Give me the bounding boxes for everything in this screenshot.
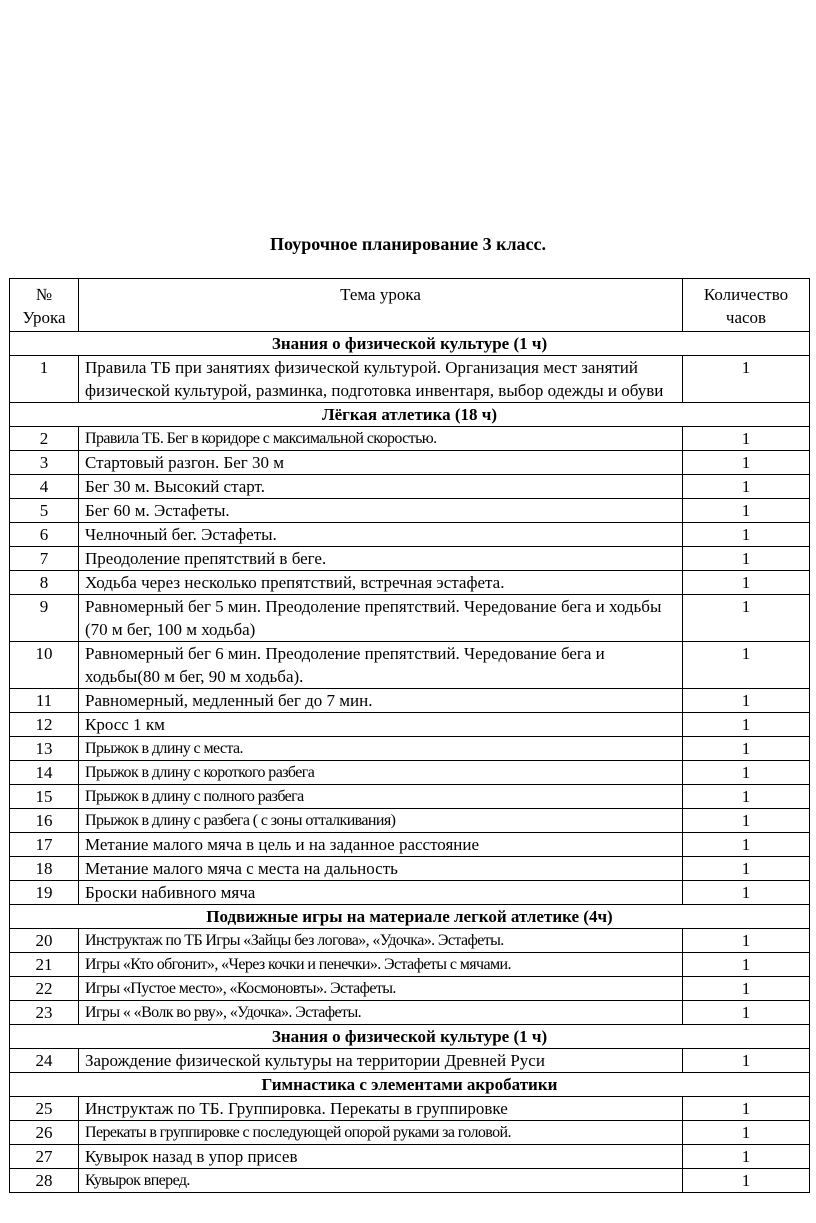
lesson-number-cell: 16 bbox=[10, 809, 79, 833]
header-number-line1: № bbox=[35, 285, 53, 304]
header-number-line2: Урока bbox=[22, 308, 66, 327]
lesson-hours-cell: 1 bbox=[683, 356, 810, 403]
table-row bbox=[10, 499, 810, 523]
lesson-number-cell: 3 bbox=[10, 451, 79, 475]
lesson-number-cell: 22 bbox=[10, 977, 79, 1001]
lesson-number-cell: 7 bbox=[10, 547, 79, 571]
lesson-number-cell: 8 bbox=[10, 571, 79, 595]
lesson-hours-cell: 1 bbox=[683, 833, 810, 857]
table-row bbox=[10, 1049, 810, 1073]
table-row bbox=[10, 761, 810, 785]
lesson-topic-cell: Равномерный бег 5 мин. Преодоление препятствий. Чередование бега и ходьбы (70 м бег, 100 м ходьба) bbox=[79, 595, 683, 642]
header-hours-line1: Количество bbox=[703, 285, 789, 304]
lesson-hours-cell: 1 bbox=[683, 642, 810, 689]
lesson-hours-cell: 1 bbox=[683, 571, 810, 595]
lesson-number-cell: 25 bbox=[10, 1097, 79, 1121]
lesson-hours-cell: 1 bbox=[683, 929, 810, 953]
table-row bbox=[10, 785, 810, 809]
lesson-number-cell: 10 bbox=[10, 642, 79, 689]
table-row bbox=[10, 977, 810, 1001]
lesson-topic-cell: Кувырок вперед. bbox=[79, 1169, 683, 1193]
section-row bbox=[10, 905, 810, 929]
lesson-number-cell: 9 bbox=[10, 595, 79, 642]
table-row bbox=[10, 1145, 810, 1169]
lesson-hours-cell: 1 bbox=[683, 785, 810, 809]
table-row bbox=[10, 1001, 810, 1025]
table-row bbox=[10, 523, 810, 547]
lesson-topic-cell: Стартовый разгон. Бег 30 м bbox=[79, 451, 683, 475]
lesson-topic-cell: Инструктаж по ТБ. Группировка. Перекаты в группировке bbox=[79, 1097, 683, 1121]
table-row bbox=[10, 857, 810, 881]
lesson-hours-cell: 1 bbox=[683, 1145, 810, 1169]
section-title: Лёгкая атлетика (18 ч) bbox=[10, 403, 810, 427]
lesson-hours-cell: 1 bbox=[683, 881, 810, 905]
lesson-plan-table bbox=[9, 278, 810, 1193]
lesson-topic-cell: Прыжок в длину с короткого разбега bbox=[79, 761, 683, 785]
table-row bbox=[10, 881, 810, 905]
lesson-topic-cell: Ходьба через несколько препятствий, встречная эстафета. bbox=[79, 571, 683, 595]
lesson-topic-cell: Игры «Пустое место», «Космоновты». Эстафеты. bbox=[79, 977, 683, 1001]
lesson-hours-cell: 1 bbox=[683, 1001, 810, 1025]
table-row bbox=[10, 595, 810, 642]
lesson-topic-cell: Бег 60 м. Эстафеты. bbox=[79, 499, 683, 523]
lesson-hours-cell: 1 bbox=[683, 595, 810, 642]
lesson-topic-cell: Правила ТБ при занятиях физической культурой. Организация мест занятий физической культурой, разминка, подготовка инвентаря, выбор одежды и обуви bbox=[79, 356, 683, 403]
lesson-hours-cell: 1 bbox=[683, 689, 810, 713]
lesson-topic-cell: Игры « «Волк во рву», «Удочка». Эстафеты. bbox=[79, 1001, 683, 1025]
section-row bbox=[10, 1073, 810, 1097]
table-row bbox=[10, 1097, 810, 1121]
lesson-hours-cell: 1 bbox=[683, 451, 810, 475]
table-row bbox=[10, 571, 810, 595]
table-row bbox=[10, 475, 810, 499]
lesson-hours-cell: 1 bbox=[683, 523, 810, 547]
lesson-hours-cell: 1 bbox=[683, 427, 810, 451]
lesson-number-cell: 18 bbox=[10, 857, 79, 881]
lesson-hours-cell: 1 bbox=[683, 737, 810, 761]
lesson-number-cell: 6 bbox=[10, 523, 79, 547]
table-header-row bbox=[10, 279, 810, 332]
lesson-number-cell: 21 bbox=[10, 953, 79, 977]
table-row bbox=[10, 1169, 810, 1193]
table-row bbox=[10, 689, 810, 713]
lesson-topic-cell: Правила ТБ. Бег в коридоре с максимальной скоростью. bbox=[79, 427, 683, 451]
lesson-number-cell: 17 bbox=[10, 833, 79, 857]
lesson-hours-cell: 1 bbox=[683, 475, 810, 499]
lesson-topic-cell: Равномерный, медленный бег до 7 мин. bbox=[79, 689, 683, 713]
header-hours-cell bbox=[683, 279, 810, 332]
section-row bbox=[10, 332, 810, 356]
section-row bbox=[10, 403, 810, 427]
section-row bbox=[10, 1025, 810, 1049]
lesson-hours-cell: 1 bbox=[683, 1121, 810, 1145]
lesson-topic-cell: Прыжок в длину с места. bbox=[79, 737, 683, 761]
lesson-hours-cell: 1 bbox=[683, 857, 810, 881]
table-row bbox=[10, 713, 810, 737]
lesson-topic-cell: Бег 30 м. Высокий старт. bbox=[79, 475, 683, 499]
lesson-number-cell: 15 bbox=[10, 785, 79, 809]
lesson-number-cell: 4 bbox=[10, 475, 79, 499]
lesson-topic-cell: Прыжок в длину с полного разбега bbox=[79, 785, 683, 809]
lesson-topic-cell: Преодоление препятствий в беге. bbox=[79, 547, 683, 571]
table-row bbox=[10, 547, 810, 571]
page-title: Поурочное планирование 3 класс. bbox=[269, 234, 547, 254]
lesson-number-cell: 1 bbox=[10, 356, 79, 403]
lesson-number-cell: 2 bbox=[10, 427, 79, 451]
header-hours-line2: часов bbox=[725, 308, 767, 327]
table-row bbox=[10, 451, 810, 475]
table-row bbox=[10, 642, 810, 689]
lesson-number-cell: 24 bbox=[10, 1049, 79, 1073]
lesson-hours-cell: 1 bbox=[683, 953, 810, 977]
lesson-hours-cell: 1 bbox=[683, 761, 810, 785]
section-title: Знания о физической культуре (1 ч) bbox=[10, 332, 810, 356]
lesson-topic-cell: Зарождение физической культуры на территории Древней Руси bbox=[79, 1049, 683, 1073]
lesson-number-cell: 14 bbox=[10, 761, 79, 785]
lesson-topic-cell: Перекаты в группировке с последующей опорой руками за головой. bbox=[79, 1121, 683, 1145]
lesson-number-cell: 23 bbox=[10, 1001, 79, 1025]
lesson-number-cell: 20 bbox=[10, 929, 79, 953]
lesson-hours-cell: 1 bbox=[683, 1169, 810, 1193]
lesson-number-cell: 5 bbox=[10, 499, 79, 523]
header-number-cell bbox=[10, 279, 79, 332]
lesson-number-cell: 27 bbox=[10, 1145, 79, 1169]
table-row bbox=[10, 833, 810, 857]
lesson-number-cell: 11 bbox=[10, 689, 79, 713]
lesson-number-cell: 12 bbox=[10, 713, 79, 737]
table-row bbox=[10, 427, 810, 451]
section-title: Гимнастика с элементами акробатики bbox=[10, 1073, 810, 1097]
lesson-hours-cell: 1 bbox=[683, 977, 810, 1001]
table-row bbox=[10, 953, 810, 977]
table-row bbox=[10, 1121, 810, 1145]
table-row bbox=[10, 809, 810, 833]
lesson-number-cell: 26 bbox=[10, 1121, 79, 1145]
lesson-topic-cell: Броски набивного мяча bbox=[79, 881, 683, 905]
lesson-number-cell: 13 bbox=[10, 737, 79, 761]
section-title: Подвижные игры на материале легкой атлетике (4ч) bbox=[10, 905, 810, 929]
lesson-topic-cell: Кросс 1 км bbox=[79, 713, 683, 737]
section-title: Знания о физической культуре (1 ч) bbox=[10, 1025, 810, 1049]
lesson-hours-cell: 1 bbox=[683, 809, 810, 833]
lesson-topic-cell: Кувырок назад в упор присев bbox=[79, 1145, 683, 1169]
lesson-number-cell: 19 bbox=[10, 881, 79, 905]
lesson-topic-cell: Метание малого мяча в цель и на заданное расстояние bbox=[79, 833, 683, 857]
lesson-hours-cell: 1 bbox=[683, 499, 810, 523]
lesson-topic-cell: Челночный бег. Эстафеты. bbox=[79, 523, 683, 547]
lesson-topic-cell: Прыжок в длину с разбега ( с зоны отталкивания) bbox=[79, 809, 683, 833]
lesson-topic-cell: Игры «Кто обгонит», «Через кочки и пенечки». Эстафеты с мячами. bbox=[79, 953, 683, 977]
table-row bbox=[10, 356, 810, 403]
lesson-hours-cell: 1 bbox=[683, 547, 810, 571]
table-row bbox=[10, 929, 810, 953]
table-row bbox=[10, 737, 810, 761]
lesson-topic-cell: Равномерный бег 6 мин. Преодоление препятствий. Чередование бега и ходьбы(80 м бег, 90 м ходьба). bbox=[79, 642, 683, 689]
lesson-hours-cell: 1 bbox=[683, 713, 810, 737]
lesson-hours-cell: 1 bbox=[683, 1049, 810, 1073]
lesson-topic-cell: Метание малого мяча с места на дальность bbox=[79, 857, 683, 881]
header-topic-cell: Тема урока bbox=[79, 279, 683, 332]
lesson-hours-cell: 1 bbox=[683, 1097, 810, 1121]
lesson-number-cell: 28 bbox=[10, 1169, 79, 1193]
lesson-topic-cell: Инструктаж по ТБ Игры «Зайцы без логова», «Удочка». Эстафеты. bbox=[79, 929, 683, 953]
